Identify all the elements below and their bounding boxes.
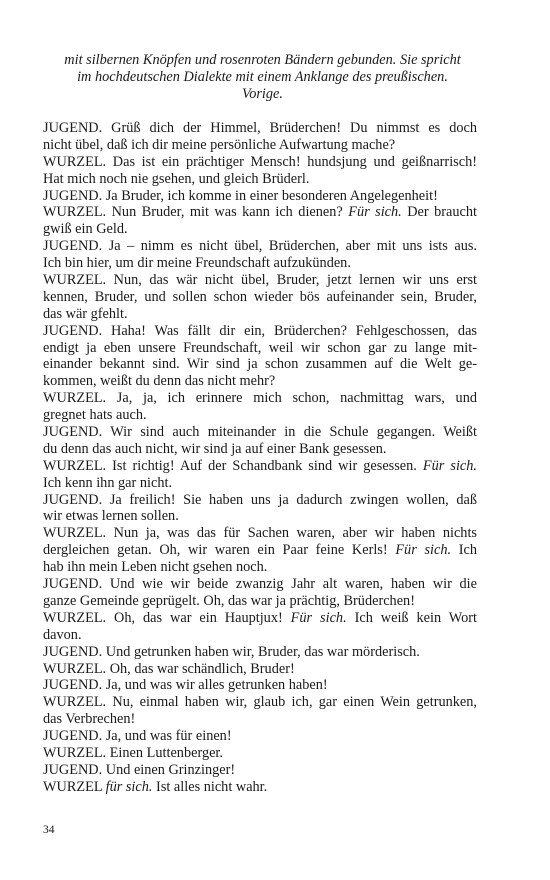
- dialogue-line: [43, 610, 477, 627]
- dialogue-line: WURZEL. Nun, das wär nicht übel, Bruder, jetzt lernen wir uns erst: [43, 272, 477, 289]
- stage-direction-line: mit silbernen Knöpfen und rosenroten Bändern gebunden. Sie spricht: [64, 52, 461, 68]
- dialogue-line: nicht übel, daß ich dir meine persönliche Aufwartung mache?: [43, 136, 396, 153]
- aside-direction: Für sich.: [395, 542, 452, 559]
- dialogue-line: JUGEND. Und getrunken haben wir, Bruder, das war mörderisch.: [43, 643, 420, 660]
- dialogue-line: WURZEL. Einen Luttenberger.: [43, 744, 223, 761]
- dialogue-line: du denn das auch nicht, wir sind ja auf einer Bank gesessen.: [43, 440, 387, 457]
- aside-direction: Für sich.: [422, 457, 477, 474]
- dialogue-line: JUGEND. Ja Bruder, ich komme in einer besonderen Angelegenheit!: [43, 187, 438, 204]
- dialogue-line: JUGEND. Und wie wir beide zwanzig Jahr alt waren, haben wir die: [43, 576, 477, 593]
- dialogue-line: gwiß ein Geld.: [43, 221, 128, 238]
- speech-text: WURZEL. Nun Bruder, mit was kann ich dienen?: [43, 204, 349, 221]
- page-number: 34: [43, 824, 55, 836]
- dialogue-line: [43, 779, 477, 796]
- dialogue-line: davon.: [43, 626, 82, 643]
- dialogue-line: JUGEND. Und einen Grinzinger!: [43, 761, 236, 778]
- dialogue-line: JUGEND. Ja freilich! Sie haben uns ja dadurch zwingen wollen, daß: [43, 491, 477, 508]
- dialogue-line: WURZEL. Nu, einmal haben wir, glaub ich, gar einen Wein getrunken,: [43, 694, 477, 711]
- dialogue-line: wir etwas lernen sollen.: [43, 508, 179, 525]
- speech-text: WURZEL: [43, 778, 106, 795]
- dialogue-line: einander bekannt sind. Wir sind ja schon zusammen auf die Welt ge-: [43, 356, 477, 373]
- dialogue-line: WURZEL. Das ist ein prächtiger Mensch! hundsjung und geißnarrisch!: [43, 153, 477, 170]
- stage-direction-line: im hochdeutschen Dialekte mit einem Anklange des preußischen.: [77, 69, 448, 85]
- speech-text: dergleichen getan. Oh, wir waren ein Paar feine Kerls!: [43, 542, 396, 559]
- dialogue-line: JUGEND. Ja, und was für einen!: [43, 728, 232, 745]
- dialogue-line: Hat mich noch nie gsehen, und gleich Brüderl.: [43, 170, 310, 187]
- dialogue-line: WURZEL. Oh, das war schändlich, Bruder!: [43, 660, 295, 677]
- dialogue-line: WURZEL. Ja, ja, ich erinnere mich schon, nachmittag wars, und: [43, 390, 477, 407]
- dialogue-line: [43, 204, 477, 221]
- dialogue-line: JUGEND. Ja, und was wir alles getrunken haben!: [43, 677, 328, 694]
- dialogue-line: WURZEL. Nun ja, was das für Sachen waren, aber wir haben nichts: [43, 525, 477, 542]
- dialogue-line: das wär gfehlt.: [43, 305, 128, 322]
- dialogue-line: kommen, weißt du denn das nicht mehr?: [43, 373, 276, 390]
- dialogue-line: JUGEND. Wir sind auch miteinander in die Schule gegangen. Weißt: [43, 424, 477, 441]
- stage-direction-line: Vorige.: [242, 86, 283, 102]
- stage-direction: [50, 52, 475, 103]
- speech-text: Ist alles nicht wahr.: [152, 778, 268, 795]
- speech-text: Ich weiß kein Wort: [346, 609, 478, 626]
- speech-text: WURZEL. Oh, das war ein Hauptjux!: [43, 609, 291, 626]
- dialogue-line: [43, 542, 477, 559]
- aside-direction: für sich.: [105, 778, 153, 795]
- dialogue-line: [43, 458, 477, 475]
- dialogue-line: kennen, Bruder, und sollen schon wieder bös aufeinander sein, Bruder,: [43, 288, 477, 305]
- aside-direction: Für sich.: [290, 609, 347, 626]
- dialogue-line: Ich bin hier, um dir meine Freundschaft aufzukünden.: [43, 255, 351, 272]
- dialogue-line: ganze Gemeinde geprügelt. Oh, das war ja prächtig, Brüderchen!: [43, 592, 415, 609]
- aside-direction: Für sich.: [348, 204, 402, 221]
- dialogue-line: JUGEND. Haha! Was fällt dir ein, Brüderchen? Fehlgeschossen, das: [43, 322, 477, 339]
- dialogue-line: gregnet hats auch.: [43, 407, 147, 424]
- dialogue-text: [43, 120, 477, 796]
- dialogue-line: hab ihn mein Leben nicht gsehen noch.: [43, 559, 268, 576]
- dialogue-line: endigt ja eben unsere Freundschaft, weil wir schon gar zu lange mit-: [43, 339, 477, 356]
- speech-text: WURZEL. Ist richtig! Auf der Schandbank sind wir gesessen.: [43, 457, 423, 474]
- speech-text: Der braucht: [401, 204, 478, 221]
- dialogue-line: JUGEND. Grüß dich der Himmel, Brüderchen! Du nimmst es doch: [43, 120, 477, 136]
- speech-text: Ich: [451, 542, 477, 559]
- dialogue-line: das Verbrechen!: [43, 711, 136, 728]
- dialogue-line: Ich kenn ihn gar nicht.: [43, 474, 173, 491]
- dialogue-line: JUGEND. Ja – nimm es nicht übel, Brüderchen, aber mit uns ists aus.: [43, 238, 477, 255]
